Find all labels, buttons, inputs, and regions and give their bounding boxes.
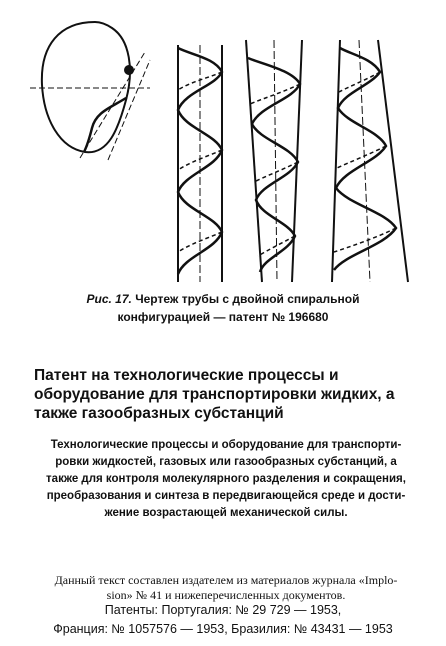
caption-lead: Рис. 17. bbox=[86, 292, 132, 306]
abstract-line-4: преобразования и синтеза в передвигающейся среде и дости- bbox=[46, 490, 406, 502]
pipe-drawing bbox=[0, 0, 446, 285]
source-note bbox=[18, 573, 434, 603]
abstract-line-1: Технологические процессы и оборудование для транспорти- bbox=[50, 439, 402, 451]
heading-line-3: также газообразных субстанций bbox=[34, 405, 284, 422]
abstract-line-2: ровки жидкостей, газовых или газообразных субстанций, а bbox=[55, 456, 397, 468]
pipe-cone bbox=[246, 40, 302, 282]
figure-caption bbox=[40, 290, 406, 326]
section-heading bbox=[34, 366, 414, 423]
caption-line-1: Чертеж трубы с двойной спиральной bbox=[135, 292, 360, 306]
source-note-line-2: sion» № 41 и нижеперечисленных документов. bbox=[106, 588, 346, 602]
cross-section-outline bbox=[42, 22, 130, 152]
pipe-cone-wide bbox=[332, 40, 408, 282]
abstract-line-3: также для контроля молекулярного разделения и сокращения, bbox=[46, 473, 406, 485]
pipe-cylinder bbox=[178, 45, 222, 282]
heading-line-1: Патент на технологические процессы и bbox=[34, 367, 339, 384]
source-note-line-1: Данный текст составлен издателем из материалов журнала «Implo- bbox=[54, 573, 398, 587]
caption-line-2: конфигурацией — патент № 196680 bbox=[117, 310, 329, 324]
patent-drawing-figure bbox=[0, 0, 446, 285]
abstract-line-5: жение возрастающей механической силы. bbox=[104, 507, 348, 519]
cross-section-inner-curve bbox=[84, 98, 126, 152]
abstract-paragraph bbox=[36, 437, 416, 522]
patents-line-1: Патенты: Португалия: № 29 729 — 1953, bbox=[104, 603, 342, 617]
patents-line-2: Франция: № 1057576 — 1953, Бразилия: № 43431 — 1953 bbox=[53, 622, 393, 636]
heading-line-2: оборудование для транспортировки жидких, а bbox=[34, 386, 395, 403]
